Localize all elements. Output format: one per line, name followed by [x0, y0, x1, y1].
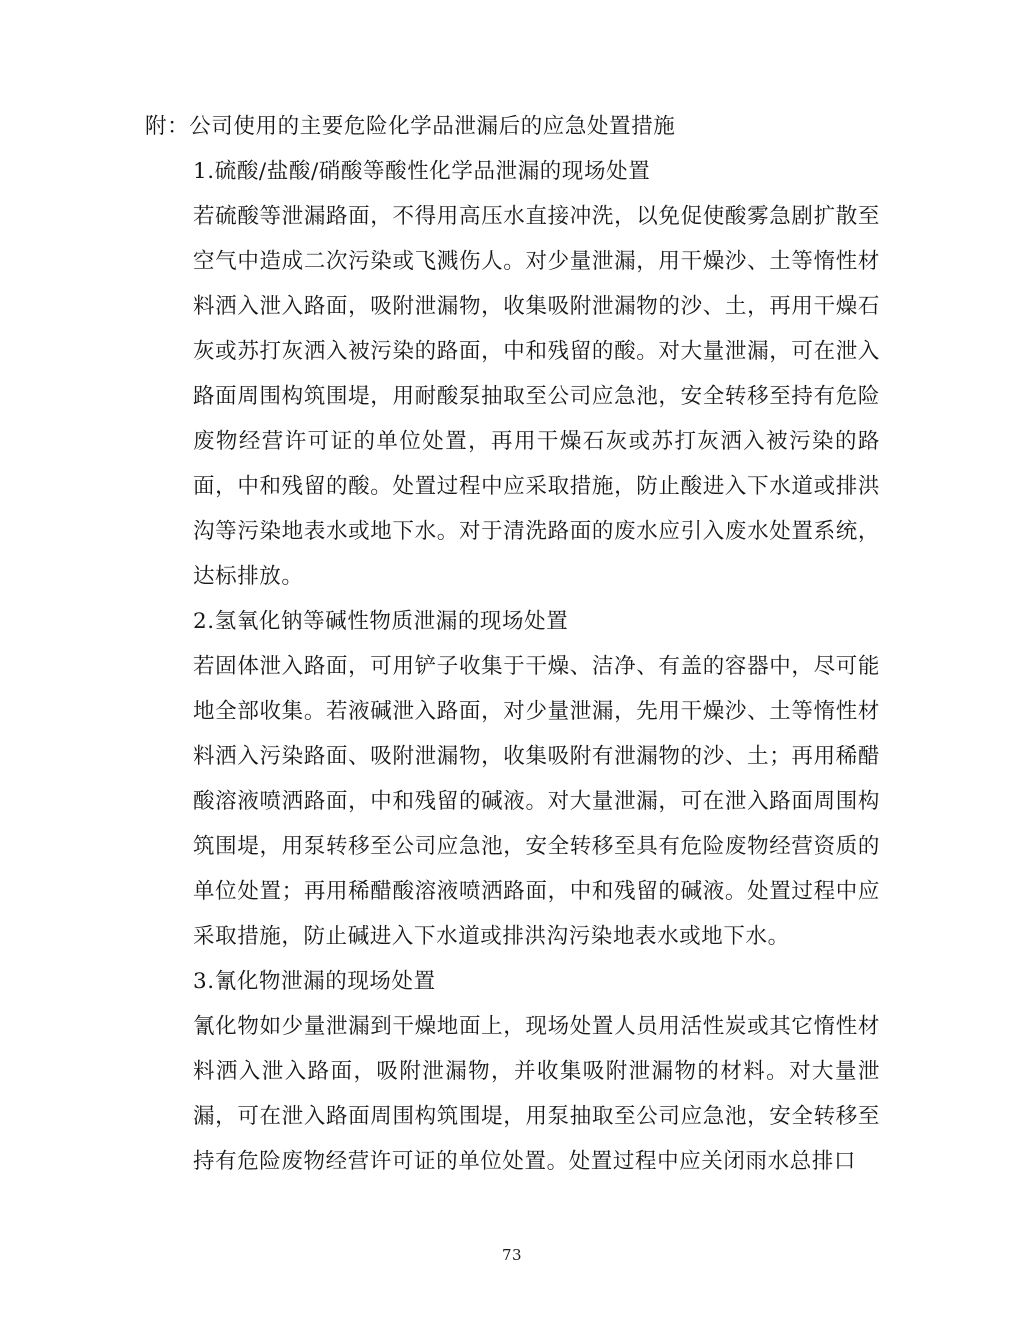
page-number: 73 [501, 1246, 523, 1264]
section-heading-2: 2.氢氧化钠等碱性物质泄漏的现场处置 [193, 609, 569, 634]
section-heading-3: 3.氰化物泄漏的现场处置 [193, 969, 436, 994]
section-body-3: 氰化物如少量泄漏到干燥地面上，现场处置人员用活性炭或其它惰性材料洒入泄入路面，吸附泄漏物，并收集吸附泄漏物的材料。对大量泄漏，可在泄入路面周围构筑围堤，用泵抽取至公司应急池，安全转移至持有危险废物经营许可证的单位处置。处置过程中应关闭雨水总排口 [193, 1014, 880, 1174]
document-body [145, 104, 880, 1184]
section-body-2: 若固体泄入路面，可用铲子收集于干燥、洁净、有盖的容器中，尽可能地全部收集。若液碱泄入路面，对少量泄漏，先用干燥沙、土等惰性材料洒入污染路面、吸附泄漏物，收集吸附有泄漏物的沙、土；再用稀醋酸溶液喷洒路面，中和残留的碱液。对大量泄漏，可在泄入路面周围构筑围堤，用泵转移至公司应急池，安全转移至具有危险废物经营资质的单位处置；再用稀醋酸溶液喷洒路面，中和残留的碱液。处置过程中应采取措施，防止碱进入下水道或排洪沟污染地表水或地下水。 [193, 654, 880, 949]
document-title: 附：公司使用的主要危险化学品泄漏后的应急处置措施 [145, 114, 676, 139]
section-heading-1: 1.硫酸/盐酸/硝酸等酸性化学品泄漏的现场处置 [193, 159, 651, 184]
section-body-1: 若硫酸等泄漏路面，不得用高压水直接冲洗，以免促使酸雾急剧扩散至空气中造成二次污染或飞溅伤人。对少量泄漏，用干燥沙、土等惰性材料洒入泄入路面，吸附泄漏物，收集吸附泄漏物的沙、土，再用干燥石灰或苏打灰洒入被污染的路面，中和残留的酸。对大量泄漏，可在泄入路面周围构筑围堤，用耐酸泵抽取至公司应急池，安全转移至持有危险废物经营许可证的单位处置，再用干燥石灰或苏打灰洒入被污染的路面，中和残留的酸。处置过程中应采取措施，防止酸进入下水道或排洪沟等污染地表水或地下水。对于清洗路面的废水应引入废水处置系统，达标排放。 [193, 204, 880, 589]
